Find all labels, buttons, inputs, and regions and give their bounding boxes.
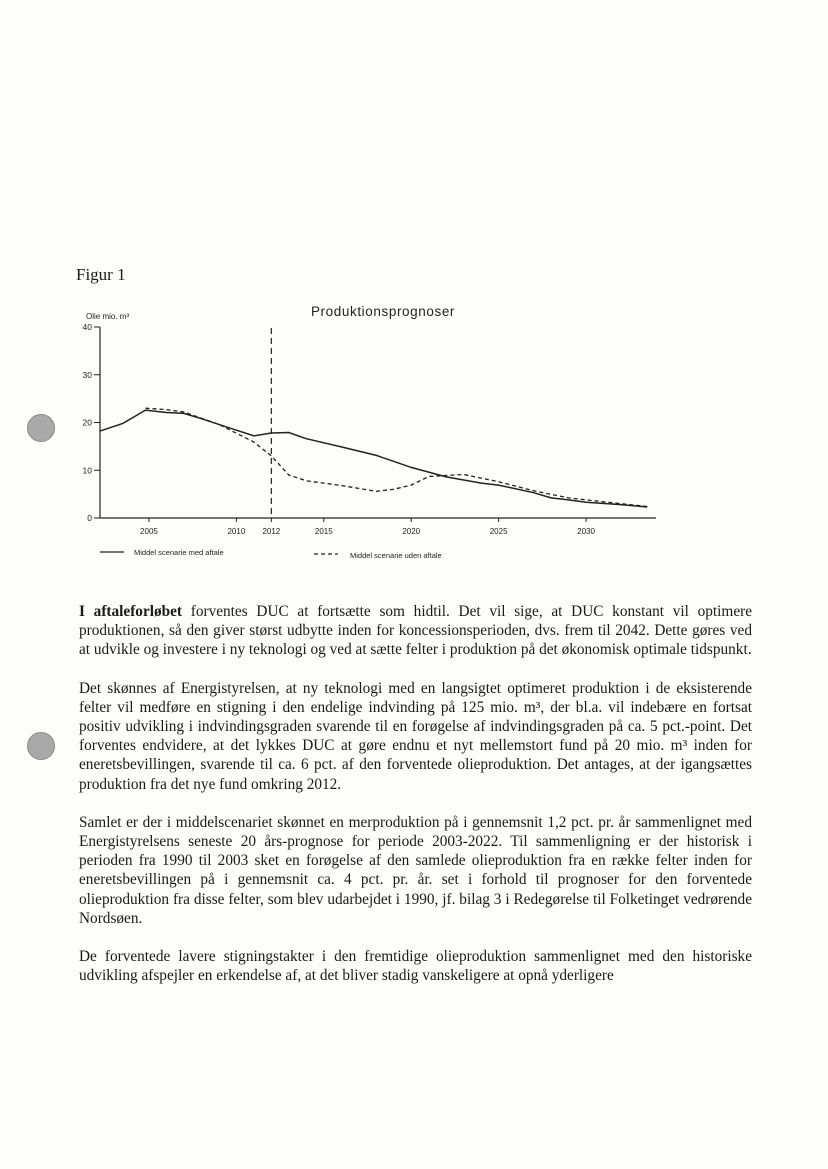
series-line-with-agreement	[100, 410, 647, 507]
y-axis-label: Olie mio. m³	[86, 312, 130, 321]
y-tick-label: 10	[82, 465, 92, 476]
y-tick-label: 0	[87, 513, 92, 523]
paragraph-3: Samlet er der i middelscenariet skønnet en merproduktion på i gennemsnit 1,2 pct. pr. år sammenlignet med Energistyrelsens seneste 20 års-prognose for periode 2003-2022. Til sammenligning er der historisk i perioden fra 1990 til 2003 sket en forøgelse af den samlede olieproduktion fra en række felter inden for eneretsbevillingen på i gennemsnit ca. 4 pct. pr. år. set i forhold til prognoser for den forventede olieproduktion fra disse felter, som blev udarbejdet i 1990, jf. bilag 3 i Redegørelse til Folketinget vedrørende Nordsøen.	[79, 813, 752, 927]
punch-hole	[27, 732, 55, 760]
x-tick-label: 2020	[402, 527, 421, 536]
x-tick-label: 2012	[262, 527, 281, 536]
legend-label-without-agreement: Middel scenarie uden aftale	[350, 551, 442, 560]
legend	[100, 548, 442, 560]
x-tick-label: 2030	[577, 527, 595, 536]
y-tick-label: 20	[82, 417, 92, 428]
y-tick-label: 40	[82, 322, 92, 332]
punch-hole	[27, 414, 55, 442]
x-tick-label: 2025	[489, 527, 508, 536]
figure-label: Figur 1	[76, 265, 126, 284]
chart-title: Produktionsprognoser	[310, 304, 456, 319]
paragraph-2: Det skønnes af Energistyrelsen, at ny teknologi med en langsigtet optimeret produktion i de eksisterende felter vil medføre en stigning i den endelige indvinding på 125 mio. m³, der bl.a. vil indebære en fortsat positiv udvikling i indvindingsgraden svarende til en forøgelse af indvindingsgraden på ca. 5 pct.-point. Det forventes endvidere, at det lykkes DUC at gøre endnu et nyt mellemstort fund på 20 mio. m³ inden for eneretsbevillingen, svarende til ca. 6 pct. af den forventede olieproduktion. Det antages, at der igangsættes produktion fra det nye fund omkring 2012.	[79, 679, 752, 793]
paragraph-4: De forventede lavere stigningstakter i den fremtidige olieproduktion sammenlignet med den historiske udvikling afspejler en erkendelse af, at det bliver stadig vanskeligere at opnå yderligere	[79, 948, 752, 985]
x-tick-label: 2010	[227, 527, 246, 536]
paragraph-1-bold-lead: I aftaleforløbet	[79, 603, 183, 620]
series-line-without-agreement	[146, 408, 648, 506]
paragraph-1	[79, 602, 752, 660]
x-tick-label: 2015	[314, 527, 333, 536]
paragraph-1-text: forventes DUC at fortsætte som hidtil. Det vil sige, at DUC konstant vil optimere produktionen, så den giver størst udbytte inden for koncessionsperioden, dvs. frem til 2042. Dette gøres ved at udvikle og investere i ny teknologi og ved at sætte felter i produktion på det økonomisk optimale tidspunkt.	[79, 603, 752, 659]
legend-label-with-agreement: Middel scenarie med aftale	[134, 548, 224, 557]
production-forecast-chart	[70, 300, 670, 575]
x-tick-label: 2005	[140, 527, 158, 536]
y-tick-label: 30	[82, 369, 92, 380]
body-text	[79, 602, 752, 1004]
